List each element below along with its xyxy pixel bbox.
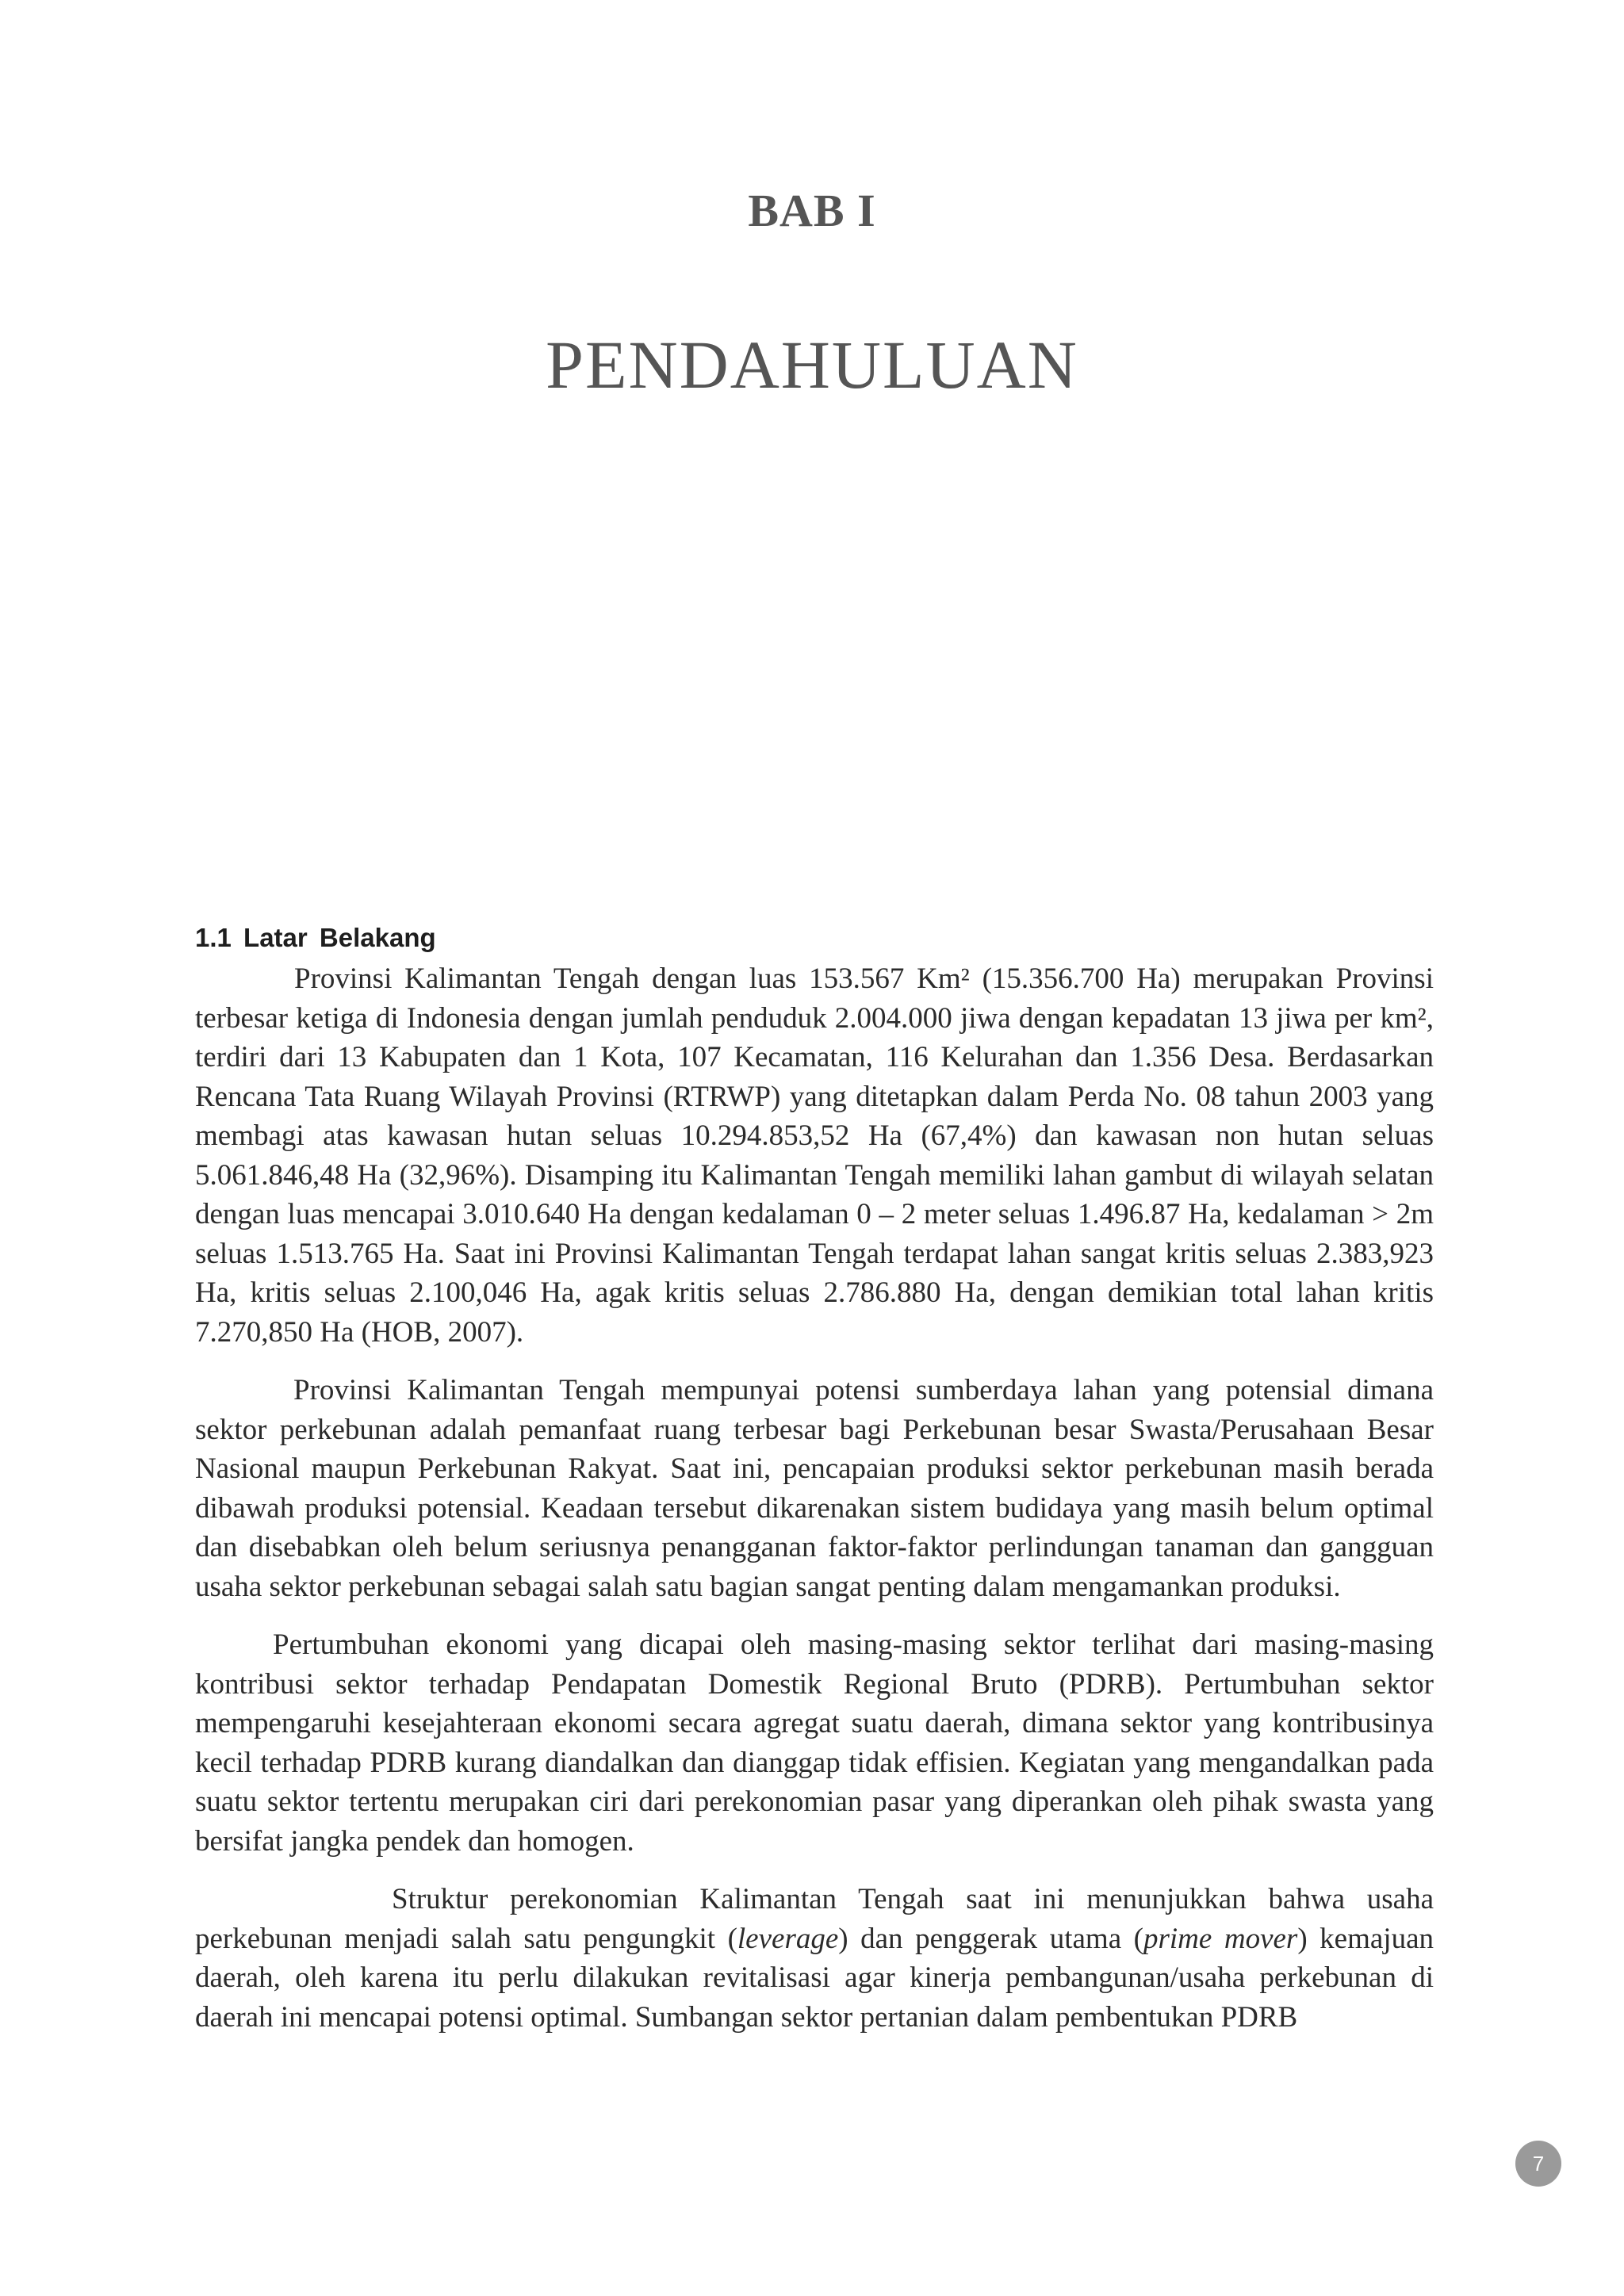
paragraph-3: Pertumbuhan ekonomi yang dicapai oleh masing-masing sektor terlihat dari masing-masing kontribusi sektor terhadap Pendapatan Domestik Regional Bruto (PDRB). Pertumbuhan sektor mempengaruhi kesejahteraan ekonomi secara agregat suatu daerah, dimana sektor yang kontribusinya kecil terhadap PDRB kurang diandalkan dan dianggap tidak effisien. Kegiatan yang mengandalkan pada suatu sektor tertentu merupakan ciri dari perekonomian pasar yang diperankan oleh pihak swasta yang bersifat jangka pendek dan homogen. xyxy=(195,1628,1434,1858)
term-prime-mover: prime mover xyxy=(1143,1922,1298,1955)
paragraph-2: Provinsi Kalimantan Tengah mempunyai potensi sumberdaya lahan yang potensial dimana sektor perkebunan adalah pemanfaat ruang terbesar bagi Perkebunan besar Swasta/Perusahaan Besar Nasional maupun Perkebunan Rakyat. Saat ini, pencapaian produksi sektor perkebunan masih berada dibawah produksi potensial. Keadaan tersebut dikarenakan sistem budidaya yang masih belum optimal dan disebabkan oleh belum seriusnya penangganan faktor-faktor perlindungan tanaman dan gangguan usaha sektor perkebunan sebagai salah satu bagian sangat penting dalam mengamankan produksi. xyxy=(195,1374,1434,1603)
paragraph-4-text-1: Struktur perekonomian Kalimantan Tengah saat ini menunjukkan bahwa usaha perkebunan menjadi salah satu pengungkit ( xyxy=(195,1883,1434,1955)
page-number-badge: 7 xyxy=(1515,2141,1561,2187)
chapter-label: BAB I xyxy=(748,185,876,236)
paragraph-4 xyxy=(195,1880,1434,2037)
term-leverage: leverage xyxy=(737,1922,839,1955)
paragraph-4-text-3: ) kemajuan daerah, oleh karena itu perlu dilakukan revitalisasi agar kinerja pembangunan/usaha perkebunan di daerah ini mencapai potensi optimal. Sumbangan sektor pertanian dalam pembentukan PDRB xyxy=(195,1922,1434,2034)
chapter-title: PENDAHULUAN xyxy=(546,327,1078,403)
main-content xyxy=(195,923,1434,2056)
paragraph-1: Provinsi Kalimantan Tengah dengan luas 153.567 Km² (15.356.700 Ha) merupakan Provinsi terbesar ketiga di Indonesia dengan jumlah penduduk 2.004.000 jiwa dengan kepadatan 13 jiwa per km², terdiri dari 13 Kabupaten dan 1 Kota, 107 Kecamatan, 116 Kelurahan dan 1.356 Desa. Berdasarkan Rencana Tata Ruang Wilayah Provinsi (RTRWP) yang ditetapkan dalam Perda No. 08 tahun 2003 yang membagi atas kawasan hutan seluas 10.294.853,52 Ha (67,4%) dan kawasan non hutan seluas 5.061.846,48 Ha (32,96%). Disamping itu Kalimantan Tengah memiliki lahan gambut di wilayah selatan dengan luas mencapai 3.010.640 Ha dengan kedalaman 0 – 2 meter seluas 1.496.87 Ha, kedalaman > 2m seluas 1.513.765 Ha. Saat ini Provinsi Kalimantan Tengah terdapat lahan sangat kritis seluas 2.383,923 Ha, kritis seluas 2.100,046 Ha, agak kritis seluas 2.786.880 Ha, dengan demikian total lahan kritis 7.270,850 Ha (HOB, 2007). xyxy=(195,962,1434,1349)
section-heading: 1.1 Latar Belakang xyxy=(195,923,436,952)
paragraph-4-text-2: ) dan penggerak utama ( xyxy=(838,1922,1143,1955)
